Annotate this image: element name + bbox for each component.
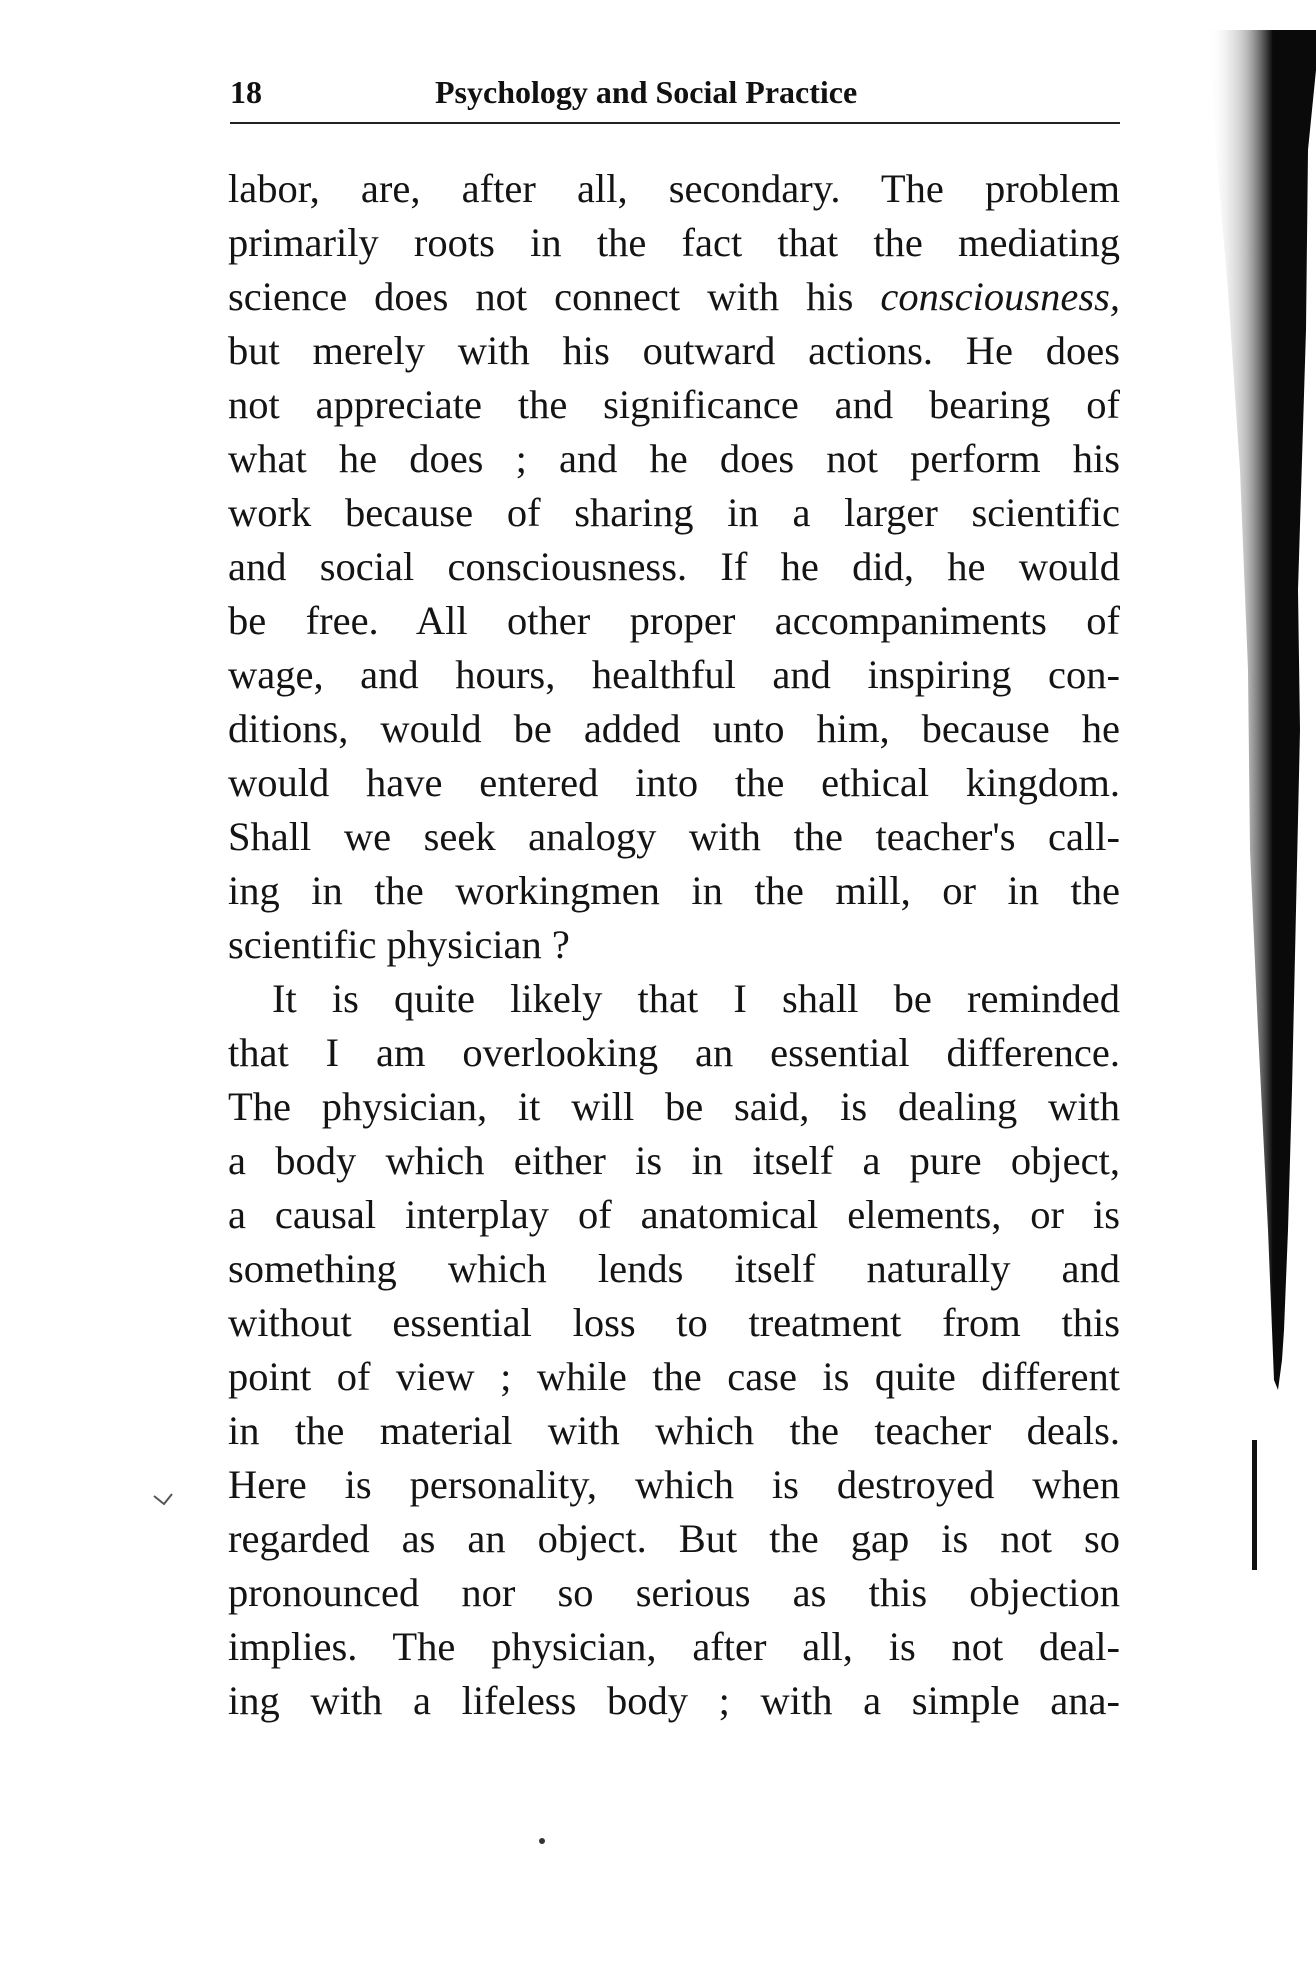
- text-line: labor, are, after all, secondary. The problem: [228, 166, 1120, 211]
- page-number: 18: [230, 74, 262, 110]
- stray-ink-mark: [150, 1490, 180, 1520]
- text-run: science does not connect with his: [228, 274, 881, 319]
- text-line: Shall we seek analogy with the teacher's call-: [228, 814, 1120, 859]
- running-head: Psychology and Social Practice: [435, 74, 858, 110]
- text-line: something which lends itself naturally and: [228, 1246, 1120, 1291]
- text-line: in the material with which the teacher deals.: [228, 1408, 1120, 1453]
- text-line: ing in the workingmen in the mill, or in the: [228, 868, 1120, 913]
- text-line: primarily roots in the fact that the mediating: [228, 220, 1120, 265]
- text-line: be free. All other proper accompaniments of: [228, 598, 1120, 643]
- text-line: a causal interplay of anatomical elements, or is: [228, 1192, 1120, 1237]
- text-line: wage, and hours, healthful and inspiring con-: [228, 652, 1120, 697]
- text-line: ing with a lifeless body ; with a simple ana-: [228, 1678, 1120, 1723]
- edge-shadow-shape: [1208, 30, 1316, 1390]
- text-line: scientific physician ?: [228, 922, 570, 967]
- edge-stub-mark: [1252, 1440, 1257, 1570]
- stray-dot-mark: [536, 1835, 548, 1847]
- text-line: a body which either is in itself a pure object,: [228, 1138, 1120, 1183]
- text-line: what he does ; and he does not perform his: [228, 436, 1120, 481]
- text-line: point of view ; while the case is quite different: [228, 1354, 1120, 1399]
- text-line: but merely with his outward actions. He does: [228, 328, 1120, 373]
- text-line: ditions, would be added unto him, because he: [228, 706, 1120, 751]
- text-line: It is quite likely that I shall be reminded: [272, 976, 1120, 1021]
- text-line: Here is personality, which is destroyed when: [228, 1462, 1120, 1507]
- text-line: without essential loss to treatment from this: [228, 1300, 1120, 1345]
- italic-word: consciousness,: [880, 274, 1120, 319]
- text-line: that I am overlooking an essential difference.: [228, 1030, 1120, 1075]
- page-header: [230, 72, 1120, 124]
- text-line: not appreciate the significance and bearing of: [228, 382, 1120, 427]
- text-line: pronounced nor so serious as this objection: [228, 1570, 1120, 1615]
- body-text: [228, 162, 1120, 1728]
- text-line: implies. The physician, after all, is not deal-: [228, 1624, 1120, 1669]
- text-line: regarded as an object. But the gap is not so: [228, 1516, 1120, 1561]
- scan-edge-shadow: [1188, 30, 1316, 1590]
- text-line: would have entered into the ethical kingdom.: [228, 760, 1120, 805]
- text-line: The physician, it will be said, is dealing with: [228, 1084, 1120, 1129]
- text-line: and social consciousness. If he did, he would: [228, 544, 1120, 589]
- text-line: [228, 270, 1120, 324]
- text-line: work because of sharing in a larger scientific: [228, 490, 1120, 535]
